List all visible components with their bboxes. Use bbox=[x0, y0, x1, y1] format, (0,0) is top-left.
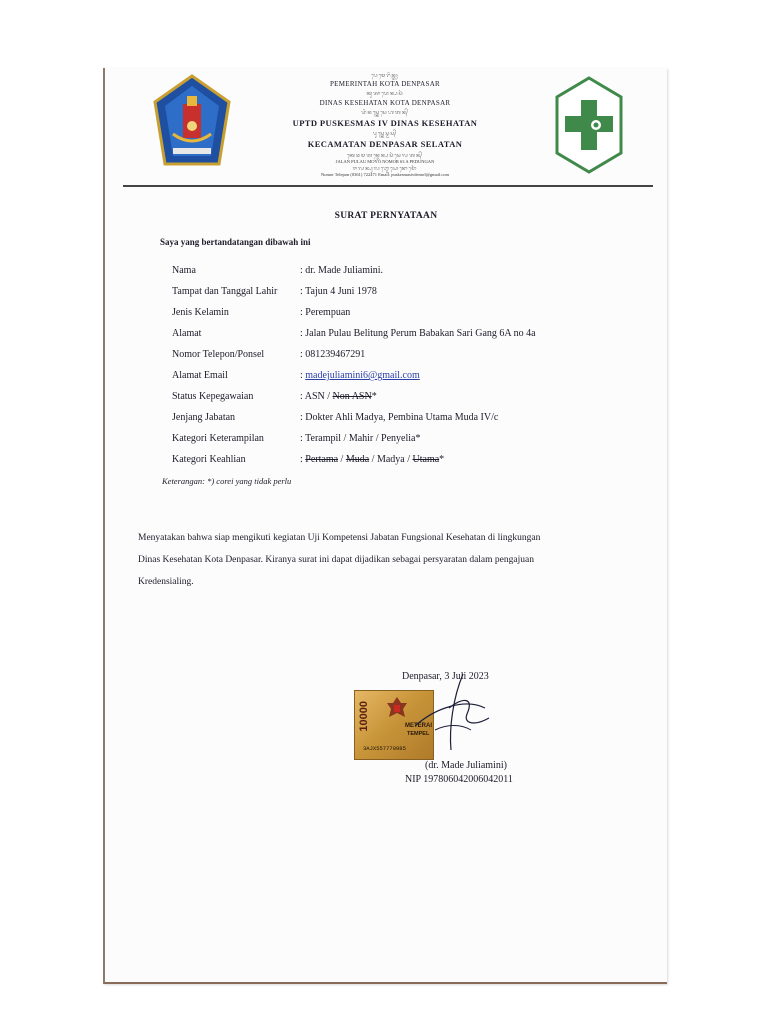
status-option-non-asn-struck: Non ASN bbox=[332, 391, 372, 402]
status-option-asn: ASN / bbox=[304, 391, 333, 402]
field-label: Jenjang Jabatan bbox=[172, 412, 236, 423]
balinese-script-line: ᬓᬸᬢᬵᬤᬾᬦ᭄ᬧᬲᬃ bbox=[366, 92, 404, 97]
option-muda-struck: Muda bbox=[345, 454, 370, 465]
field-value-prefix: : bbox=[300, 370, 306, 381]
field-label: Nama bbox=[172, 265, 196, 276]
field-label: Alamat Email bbox=[172, 370, 228, 381]
option-madya: / Madya / bbox=[369, 454, 413, 465]
field-label: Jenis Kelamin bbox=[172, 307, 229, 318]
field-value-prefix: : bbox=[300, 454, 306, 465]
unit-name: UPTD PUSKESMAS IV DINAS KESEHATAN bbox=[292, 118, 478, 128]
balinese-script-line: ᬚᬮᬦ᭄ᬧᬸᬮᬯ᭄ᬫᭀᬬᭀᬦᭀᬫᭀᬃ bbox=[352, 167, 418, 172]
signatory-name: (dr. Made Juliamini) bbox=[425, 760, 507, 771]
field-row-nama bbox=[172, 265, 652, 281]
option-utama-struck: Utama bbox=[412, 454, 440, 465]
office-address: JALAN PULAU MOYO NOMOR 63 A PEDUNGAN bbox=[335, 159, 435, 164]
field-row-gender bbox=[172, 307, 652, 323]
field-value: : Dokter Ahli Madya, Pembina Utama Muda IV/c bbox=[300, 412, 499, 423]
handwritten-signature-icon bbox=[405, 668, 495, 758]
statement-line: Dinas Kesehatan Kota Denpasar. Kiranya surat ini dapat dijadikan sebagai persyaratan dalam pengajuan bbox=[138, 555, 534, 565]
email-link[interactable]: madejuliamini6@gmail.com bbox=[305, 370, 420, 381]
letterhead-divider bbox=[123, 185, 653, 187]
asterisk: * bbox=[371, 391, 377, 402]
footnote: Keterangan: *) corei yang tidak perlu bbox=[162, 476, 292, 486]
field-label: Kategori Keterampilan bbox=[172, 433, 264, 444]
denpasar-city-emblem-icon bbox=[151, 74, 233, 170]
balinese-script-line: ᬧᬾᬫᬾᬭᬶᬦ᭄ᬢᬄ bbox=[371, 74, 399, 79]
asterisk: * bbox=[439, 454, 445, 465]
stamp-label-tempel: TEMPEL bbox=[407, 731, 430, 737]
field-row-employment-status bbox=[172, 391, 652, 407]
signatory-nip: NIP 197806042006042011 bbox=[405, 774, 513, 785]
district-name: KECAMATAN DENPASAR SELATAN bbox=[307, 139, 463, 149]
statement-line: Kredensialing. bbox=[138, 577, 194, 587]
field-row-address bbox=[172, 328, 652, 344]
statement-line: Menyatakan bahwa siap mengikuti kegiatan Uji Kompetensi Jabatan Fungsional Kesehatan di lingkungan bbox=[138, 533, 541, 543]
government-name: PEMERINTAH KOTA DENPASAR bbox=[329, 80, 441, 88]
field-value: : Terampil / Mahir / Penyelia* bbox=[300, 433, 421, 444]
balinese-script-line: ᬓᬾᬘᬫᬢᬦ᭄ᬤᬾᬦ᭄ᬧᬲᬃᬲᬾᬮᬢᬦ᭄ bbox=[346, 154, 424, 159]
stamp-value: 10000 bbox=[358, 701, 370, 732]
field-row-birth bbox=[172, 286, 652, 302]
option-pertama-struck: Pertama bbox=[305, 454, 339, 465]
field-label: Alamat bbox=[172, 328, 202, 339]
balinese-script-line: ᬤᬶᬦᬲ᭄ᬓᬾᬲᬾᬳᬢᬦ᭄ bbox=[361, 111, 409, 116]
field-value-prefix: : bbox=[300, 391, 305, 402]
stamp-label-meterai: METERAI bbox=[405, 723, 432, 729]
document-title: SURAT PERNYATAAN bbox=[334, 211, 438, 221]
field-value: : dr. Made Juliamini. bbox=[300, 265, 384, 276]
separator: / bbox=[338, 454, 346, 465]
field-value: : Jalan Pulau Belitung Perum Babakan Sari Gang 6A no 4a bbox=[300, 328, 536, 339]
field-value: : Perempuan bbox=[300, 307, 351, 318]
field-value: : Tajun 4 Juni 1978 bbox=[300, 286, 377, 297]
field-value: : 081239467291 bbox=[300, 349, 366, 360]
stamp-serial: 3AJX557770985 bbox=[363, 745, 406, 752]
field-row-phone bbox=[172, 349, 652, 365]
field-label: Kategori Keahlian bbox=[172, 454, 246, 465]
office-contact: Nomor Telepon (0361) 722471 Email: puskesmasivdensel@gmail.com bbox=[321, 172, 449, 177]
field-label: Nomor Telepon/Ponsel bbox=[172, 349, 265, 360]
field-row-expertise-category bbox=[172, 454, 652, 470]
field-row-position bbox=[172, 412, 652, 428]
balinese-script-line: ᬧᬸᬲ᭄ᬓᬾᬲ᭄ᬫᬲ᭄ bbox=[372, 132, 398, 137]
field-label: Tampat dan Tanggal Lahir bbox=[172, 286, 278, 297]
field-row-email bbox=[172, 370, 652, 386]
place-date: Denpasar, 3 Juli 2023 bbox=[402, 671, 489, 682]
document-page bbox=[103, 68, 667, 984]
intro-line: Saya yang bertandatangan dibawah ini bbox=[160, 237, 311, 247]
field-label: Status Kepegawaian bbox=[172, 391, 254, 402]
department-name: DINAS KESEHATAN KOTA DENPASAR bbox=[319, 99, 451, 107]
field-row-skill-category bbox=[172, 433, 652, 449]
